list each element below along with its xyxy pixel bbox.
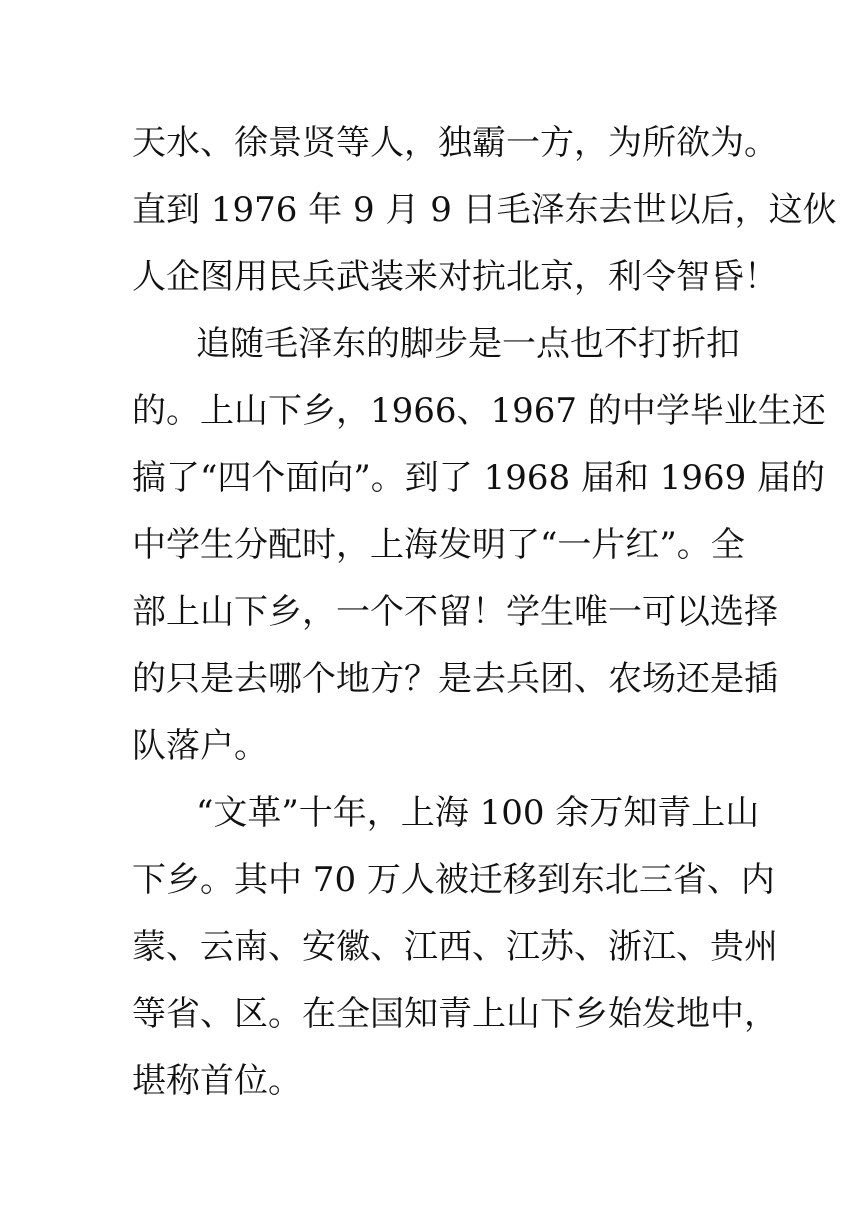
paragraph-2-line-1: 追随毛泽东的脚步是一点也不打折扣 [196, 324, 740, 364]
paragraph-3-line-2: 下乡。其中 70 万人被迁移到东北三省、内 [132, 860, 775, 900]
paragraph-1-line-2: 直到 1976 年 9 月 9 日毛泽东去世以后，这伙 [132, 190, 837, 230]
paragraph-2-line-2: 的。上山下乡，1966、1967 的中学毕业生还 [132, 391, 826, 431]
paragraph-2-line-4: 中学生分配时，上海发明了“一片红”。全 [132, 525, 745, 565]
paragraph-1-line-1: 天水、徐景贤等人，独霸一方，为所欲为。 [132, 123, 778, 163]
paragraph-3-line-3: 蒙、云南、安徽、江西、江苏、浙江、贵州 [132, 927, 778, 967]
paragraph-1-line-3: 人企图用民兵武装来对抗北京，利令智昏！ [132, 257, 778, 297]
paragraph-2-line-3: 搞了“四个面向”。到了 1968 届和 1969 届的 [132, 458, 826, 498]
paragraph-2-line-6: 的只是去哪个地方？是去兵团、农场还是插 [132, 659, 778, 699]
paragraph-3-line-4: 等省、区。在全国知青上山下乡始发地中， [132, 994, 778, 1034]
paragraph-3-line-1: “文革”十年，上海 100 余万知青上山 [196, 793, 760, 833]
body-text [132, 110, 837, 1115]
paragraph-3-line-5: 堪称首位。 [132, 1061, 302, 1101]
paragraph-2-line-7: 队落户。 [132, 726, 268, 766]
paragraph-2-line-5: 部上山下乡，一个不留！学生唯一可以选择 [132, 592, 778, 632]
